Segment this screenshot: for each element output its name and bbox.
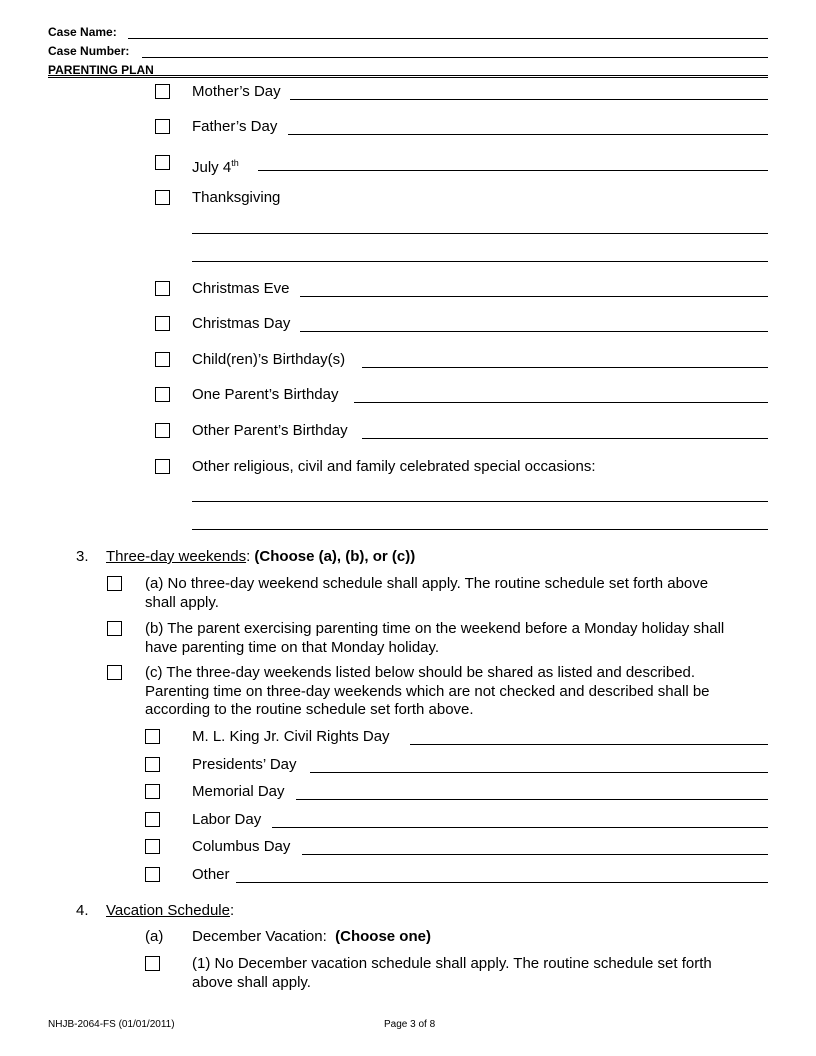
section-4a-title: December Vacation: bbox=[192, 928, 327, 945]
checkbox-option-c[interactable] bbox=[107, 665, 122, 680]
section-3-heading: Three-day weekends: (Choose (a), (b), or (c)) bbox=[106, 548, 416, 565]
checkbox-fathers-day[interactable] bbox=[155, 119, 170, 134]
checkbox-other-weekend[interactable] bbox=[145, 867, 160, 882]
header-divider-double bbox=[48, 77, 768, 78]
checkbox-mlk-day[interactable] bbox=[145, 729, 160, 744]
label-childrens-birthdays: Child(ren)’s Birthday(s) bbox=[192, 351, 346, 368]
case-name-label: Case Name: bbox=[48, 25, 117, 39]
case-name-field[interactable] bbox=[128, 38, 768, 39]
option-c-text: (c) The three-day weekends listed below should be shared as listed and described. Parenting time on three-day weekends which are not checked and described shall be according to the routine schedule set forth above. bbox=[145, 664, 710, 718]
field-thanksgiving-line-2[interactable] bbox=[192, 261, 768, 262]
header-divider bbox=[48, 75, 768, 76]
case-number-label: Case Number: bbox=[48, 44, 130, 58]
field-childrens-birthdays[interactable] bbox=[362, 367, 768, 368]
checkbox-presidents-day[interactable] bbox=[145, 757, 160, 772]
checkbox-thanksgiving[interactable] bbox=[155, 190, 170, 205]
label-columbus-day: Columbus Day bbox=[192, 838, 291, 855]
checkbox-columbus-day[interactable] bbox=[145, 839, 160, 854]
field-mlk-day[interactable] bbox=[410, 744, 768, 745]
field-labor-day[interactable] bbox=[272, 827, 768, 828]
checkbox-july-4th[interactable] bbox=[155, 155, 170, 170]
checkbox-option-a[interactable] bbox=[107, 576, 122, 591]
footer-form-id: NHJB-2064-FS (01/01/2011) bbox=[48, 1019, 175, 1030]
section-4a-heading bbox=[192, 928, 431, 946]
label-one-parents-birthday: One Parent’s Birthday bbox=[192, 386, 339, 403]
field-columbus-day[interactable] bbox=[302, 854, 768, 855]
field-memorial-day[interactable] bbox=[296, 799, 768, 800]
section-4-heading: Vacation Schedule: bbox=[106, 902, 235, 919]
label-other-weekend: Other bbox=[192, 866, 230, 883]
checkbox-other-occasions[interactable] bbox=[155, 459, 170, 474]
field-fathers-day[interactable] bbox=[288, 134, 768, 135]
checkbox-one-parents-birthday[interactable] bbox=[155, 387, 170, 402]
label-mlk-day: M. L. King Jr. Civil Rights Day bbox=[192, 728, 390, 745]
checkbox-memorial-day[interactable] bbox=[145, 784, 160, 799]
field-other-occasions-line-2[interactable] bbox=[192, 529, 768, 530]
checkbox-mothers-day[interactable] bbox=[155, 84, 170, 99]
label-christmas-day: Christmas Day bbox=[192, 315, 291, 332]
section-3-number: 3. bbox=[76, 548, 89, 565]
section-3-title: Three-day weekends bbox=[106, 548, 247, 565]
label-mothers-day: Mother’s Day bbox=[192, 83, 281, 100]
field-other-parents-birthday[interactable] bbox=[362, 438, 768, 439]
plan-title: PARENTING PLAN bbox=[48, 63, 154, 77]
field-other-weekend[interactable] bbox=[236, 882, 768, 883]
label-presidents-day: Presidents’ Day bbox=[192, 756, 297, 773]
field-christmas-day[interactable] bbox=[300, 331, 768, 332]
label-fathers-day: Father’s Day bbox=[192, 118, 278, 135]
footer-page-number: Page 3 of 8 bbox=[384, 1019, 436, 1030]
section-4-title: Vacation Schedule bbox=[106, 902, 230, 919]
checkbox-christmas-day[interactable] bbox=[155, 316, 170, 331]
field-presidents-day[interactable] bbox=[310, 772, 768, 773]
checkbox-christmas-eve[interactable] bbox=[155, 281, 170, 296]
option-a-text: (a) No three-day weekend schedule shall apply. The routine schedule set forth above shall apply. bbox=[145, 575, 709, 611]
section-4a-instruction: (Choose one) bbox=[335, 928, 431, 945]
label-other-occasions: Other religious, civil and family celebrated special occasions: bbox=[192, 458, 596, 475]
label-thanksgiving: Thanksgiving bbox=[192, 189, 281, 206]
field-thanksgiving-line-1[interactable] bbox=[192, 233, 768, 234]
field-other-occasions-line-1[interactable] bbox=[192, 501, 768, 502]
checkbox-other-parents-birthday[interactable] bbox=[155, 423, 170, 438]
label-july-4th: July 4th bbox=[192, 158, 239, 176]
section-3-instruction: (Choose (a), (b), or (c)) bbox=[254, 548, 416, 565]
label-christmas-eve: Christmas Eve bbox=[192, 280, 290, 297]
checkbox-labor-day[interactable] bbox=[145, 812, 160, 827]
field-mothers-day[interactable] bbox=[290, 99, 768, 100]
checkbox-option-b[interactable] bbox=[107, 621, 122, 636]
checkbox-childrens-birthdays[interactable] bbox=[155, 352, 170, 367]
section-4a-letter: (a) bbox=[145, 928, 164, 945]
section-4-number: 4. bbox=[76, 902, 89, 919]
option-b-text: (b) The parent exercising parenting time on the weekend before a Monday holiday shall have parenting time on that Monday holiday. bbox=[145, 620, 725, 656]
case-number-field[interactable] bbox=[142, 57, 768, 58]
december-option-1-text: (1) No December vacation schedule shall apply. The routine schedule set forth above shall apply. bbox=[192, 955, 712, 991]
field-one-parents-birthday[interactable] bbox=[354, 402, 768, 403]
field-christmas-eve[interactable] bbox=[300, 296, 768, 297]
field-july-4th[interactable] bbox=[258, 170, 768, 171]
label-memorial-day: Memorial Day bbox=[192, 783, 285, 800]
label-other-parents-birthday: Other Parent’s Birthday bbox=[192, 422, 348, 439]
checkbox-december-option-1[interactable] bbox=[145, 956, 160, 971]
label-labor-day: Labor Day bbox=[192, 811, 262, 828]
